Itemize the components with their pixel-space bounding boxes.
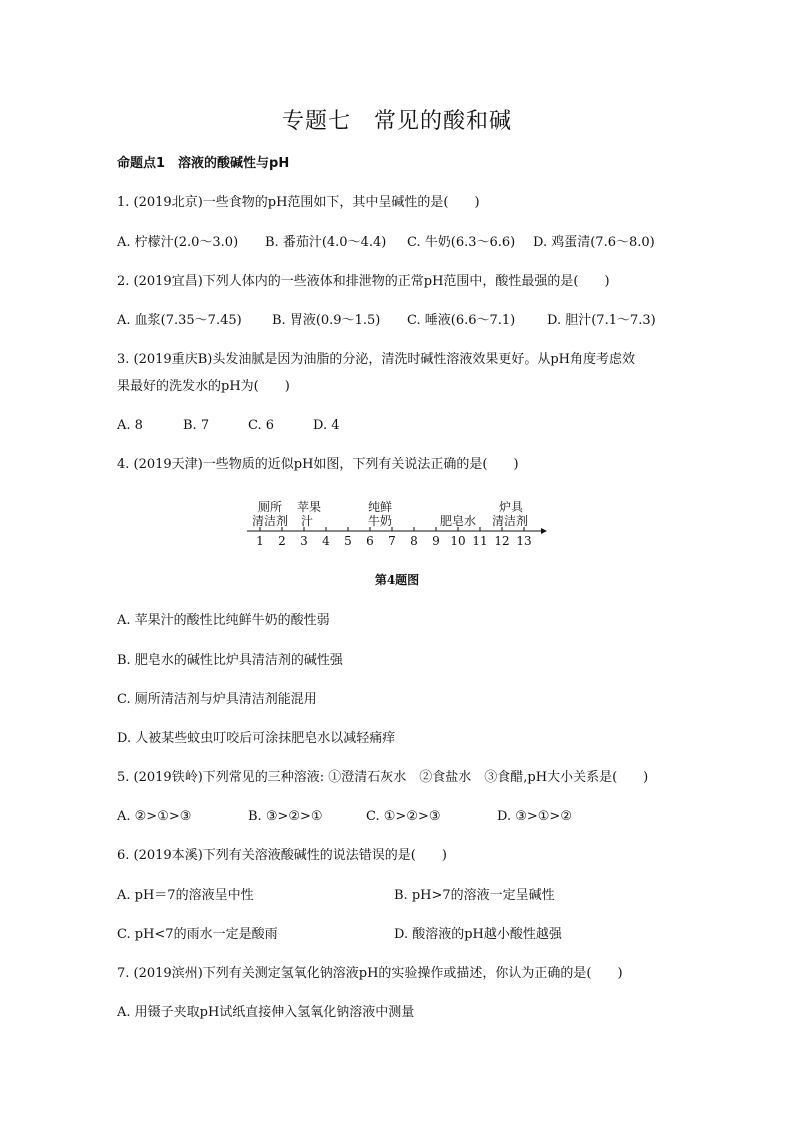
- tick-label: 9: [432, 534, 440, 548]
- question-3-option-c: C. 6: [248, 418, 275, 433]
- question-1-stem: 1. (2019北京)一些食物的pH范围如下，其中呈碱性的是( ): [117, 195, 480, 210]
- question-3-option-d: D. 4: [313, 418, 340, 433]
- tick-label: 10: [450, 534, 466, 548]
- question-2-option-d: D. 胆汁(7.1～7.3): [547, 313, 656, 328]
- question-5-option-a: A. ②>①>③: [117, 809, 192, 824]
- tick-label: 7: [388, 534, 396, 548]
- tick-label: 8: [410, 534, 418, 548]
- question-6-stem: 6. (2019本溪)下列有关溶液酸碱性的说法错误的是( ): [117, 848, 447, 863]
- tick-label: 12: [494, 534, 510, 548]
- figure-label-apple-juice-bottom: 汁: [301, 514, 314, 528]
- figure-label-toilet-cleaner-top: 厕所: [258, 500, 283, 514]
- figure-label-stove-cleaner-top: 炉具: [499, 500, 524, 514]
- question-6-option-a: A. pH＝7的溶液呈中性: [117, 888, 254, 903]
- question-1-option-c: C. 牛奶(6.3～6.6): [407, 235, 516, 250]
- figure-label-apple-juice-top: 苹果: [297, 500, 322, 514]
- question-5-option-c: C. ①>②>③: [366, 809, 441, 824]
- question-6-option-c: C. pH<7的雨水一定是酸雨: [117, 927, 278, 942]
- question-2-option-c: C. 唾液(6.6～7.1): [407, 313, 516, 328]
- question-1-option-b: B. 番茄汁(4.0～4.4): [265, 235, 387, 250]
- question-4-option-b: B. 肥皂水的碱性比炉具清洁剂的碱性强: [117, 653, 343, 668]
- question-6-option-b: B. pH>7的溶液一定呈碱性: [394, 888, 555, 903]
- question-4-option-a: A. 苹果汁的酸性比纯鲜牛奶的酸性弱: [117, 613, 330, 628]
- question-3-option-b: B. 7: [183, 418, 210, 433]
- ph-scale-figure: [247, 497, 547, 557]
- question-3-stem-line2: 果最好的洗发水的pH为( ): [117, 379, 290, 394]
- question-3-option-a: A. 8: [117, 418, 143, 433]
- question-4-stem: 4. (2019天津)一些物质的近似pH如图，下列有关说法正确的是( ): [117, 457, 519, 472]
- question-2-stem: 2. (2019宜昌)下列人体内的一些液体和排泄物的正常pH范围中，酸性最强的是( ): [117, 274, 610, 289]
- tick-label: 2: [278, 534, 286, 548]
- figure-label-milk-top: 纯鲜: [368, 500, 393, 514]
- figure-label-milk-bottom: 牛奶: [368, 514, 393, 528]
- figure-label-soap-water: 肥皂水: [440, 514, 477, 528]
- tick-label: 6: [366, 534, 374, 548]
- figure-label-toilet-cleaner-bottom: 清洁剂: [252, 514, 289, 528]
- tick-label: 11: [472, 534, 488, 548]
- question-3-stem-line1: 3. (2019重庆B)头发油腻是因为油脂的分泌，清洗时碱性溶液效果更好。从pH角度考虑效: [117, 352, 635, 367]
- question-5-stem: 5. (2019铁岭)下列常见的三种溶液: ①澄清石灰水 ②食盐水 ③食醋,pH大小关系是( ): [117, 770, 649, 785]
- tick-label: 5: [344, 534, 352, 548]
- tick-label: 1: [256, 534, 264, 548]
- question-2-option-a: A. 血浆(7.35～7.45): [117, 313, 242, 328]
- ph-axis: [247, 497, 547, 557]
- figure-label-stove-cleaner-bottom: 清洁剂: [492, 514, 529, 528]
- question-4-option-d: D. 人被某些蚊虫叮咬后可涂抹肥皂水以减轻痛痒: [117, 731, 396, 746]
- question-1-option-a: A. 柠檬汁(2.0～3.0): [117, 235, 239, 250]
- section-heading: 命题点1 溶液的酸碱性与pH: [117, 156, 290, 171]
- question-5-option-d: D. ③>①>②: [497, 809, 572, 824]
- question-1-option-d: D. 鸡蛋清(7.6～8.0): [533, 235, 655, 250]
- question-5-option-b: B. ③>②>①: [248, 809, 323, 824]
- question-4-option-c: C. 厕所清洁剂与炉具清洁剂能混用: [117, 692, 317, 707]
- figure-caption: 第4题图: [374, 573, 420, 587]
- question-2-option-b: B. 胃液(0.9～1.5): [272, 313, 381, 328]
- question-6-option-d: D. 酸溶液的pH越小酸性越强: [394, 927, 562, 942]
- tick-label: 3: [300, 534, 308, 548]
- tick-label: 13: [516, 534, 532, 548]
- question-7-stem: 7. (2019滨州)下列有关测定氢氧化钠溶液pH的实验操作或描述，你认为正确的是( ): [117, 966, 623, 981]
- question-7-option-a: A. 用镊子夹取pH试纸直接伸入氢氧化钠溶液中测量: [117, 1005, 415, 1020]
- tick-label: 4: [322, 534, 330, 548]
- page-title: 专题七 常见的酸和碱: [281, 109, 512, 134]
